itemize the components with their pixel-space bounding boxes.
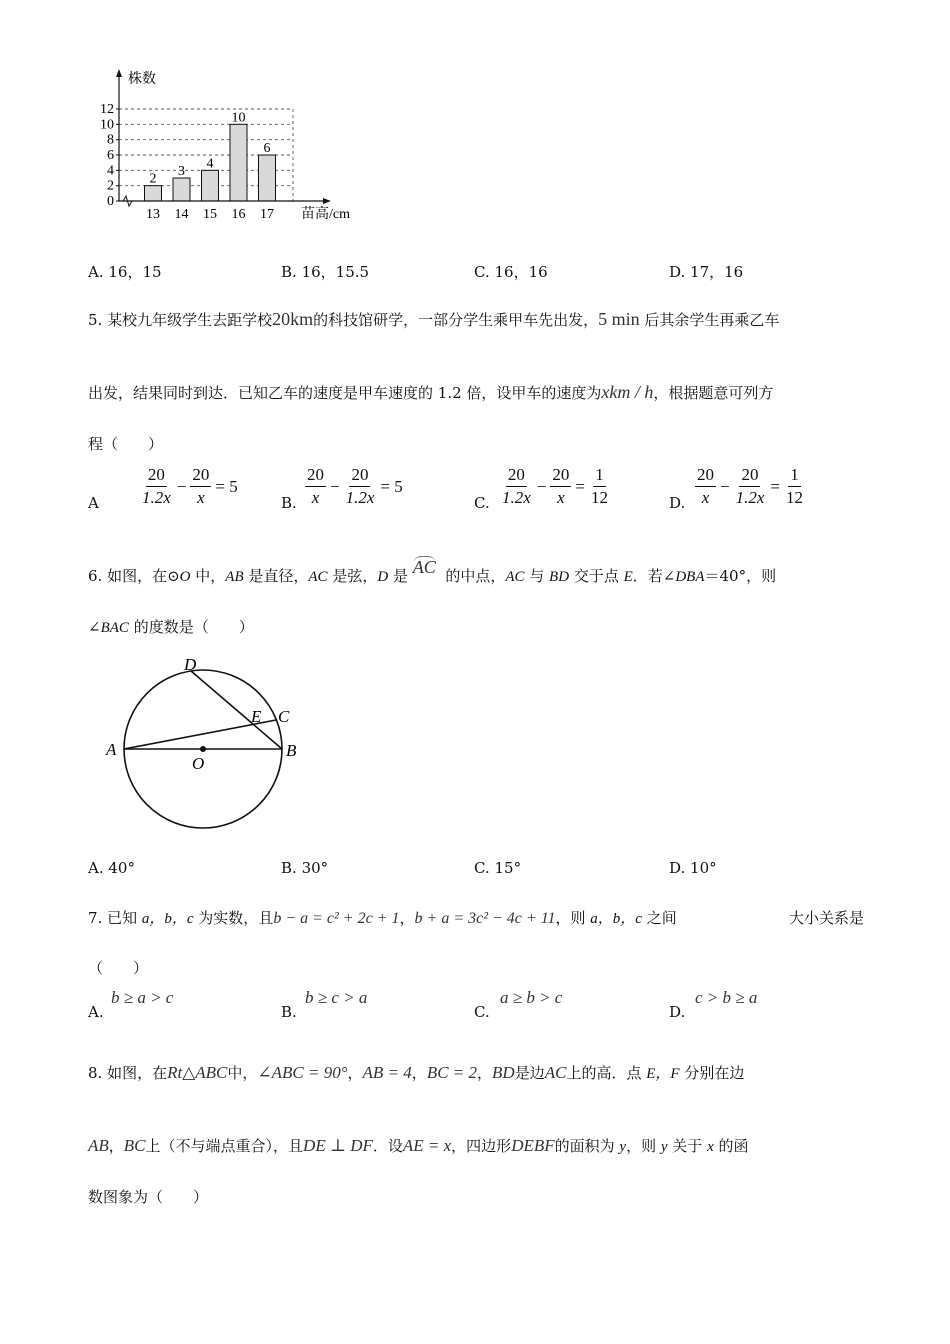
q7-text: 之间 (641, 909, 677, 927)
q7-vars: a，b，c (590, 911, 642, 927)
q8-text: 数图象为（ ） (88, 1188, 209, 1206)
q5-time: 5 min (598, 309, 640, 329)
numerator: 1 (593, 466, 606, 487)
option-text: 17，16 (690, 263, 744, 281)
numerator: 1 (788, 466, 801, 487)
option-letter: D. (669, 859, 686, 877)
q6-text: 是弦， (327, 567, 378, 585)
q7-option-c-letter[interactable]: C. (474, 1003, 490, 1021)
q6-text: 的度数是（ ） (128, 618, 254, 636)
numerator: 20 (506, 466, 527, 487)
q5-option-a[interactable] (140, 466, 238, 507)
option-text: 30° (301, 859, 329, 877)
q5-speed: xkm / h (601, 382, 654, 402)
y-axis-arrow (116, 69, 122, 77)
equals: = 5 (215, 476, 238, 496)
q7-text: （ ） (88, 959, 149, 977)
denominator: 1.2x (502, 488, 531, 507)
q7-text: 7. 已知 (88, 909, 142, 927)
q5-option-a-letter[interactable]: A (88, 494, 99, 512)
x-tick-label: 14 (174, 207, 189, 222)
y-tick-label: 0 (107, 194, 114, 209)
q8-text: 的面积为 (554, 1137, 620, 1155)
var-BAC: BAC (100, 620, 129, 636)
q8-var-y: y (660, 1139, 668, 1155)
q8-text: ．设 (372, 1137, 403, 1155)
arc-AC: AC (412, 557, 436, 577)
q7-option-a-letter[interactable]: A. (88, 1003, 104, 1021)
x-axis-label: 苗高/cm (301, 207, 350, 222)
q8-text: 是边 (514, 1064, 545, 1082)
q8-text: 关于 (667, 1137, 708, 1155)
q6-text: ．若∠ (632, 567, 676, 585)
q8-ac: AC (544, 1063, 567, 1082)
q7-line-1 (88, 907, 864, 928)
y-tick-label: 10 (100, 117, 114, 133)
q7-option-d[interactable]: c > b ≥ a (695, 988, 758, 1007)
q7-text: 大小关系是 (788, 909, 864, 927)
q5-option-b-letter[interactable]: B. (281, 494, 297, 512)
var-E: E (623, 569, 633, 585)
label-O: O (192, 754, 205, 773)
denominator: 12 (785, 488, 803, 507)
denominator: x (311, 488, 320, 507)
var-AC: AC (308, 569, 328, 585)
q4-option-d[interactable] (669, 261, 743, 282)
q6-option-b[interactable] (281, 859, 328, 877)
q7-option-d-letter[interactable]: D. (669, 1003, 686, 1021)
q4-option-b[interactable] (281, 261, 369, 282)
x-tick-label: 13 (146, 207, 160, 222)
q8-text: 分别在边 (679, 1064, 745, 1082)
bar (173, 178, 190, 201)
q8-text: 上（不与端点重合），且 (145, 1137, 304, 1155)
q8-var-y: y (619, 1139, 627, 1155)
center-point (200, 746, 206, 752)
q5-text: 的科技馆研学，一部分学生乘甲车先出发， (313, 311, 599, 329)
fraction (305, 466, 326, 507)
q4-option-c[interactable] (474, 261, 548, 282)
option-letter: B. (281, 859, 297, 877)
q8-line-2 (88, 1135, 749, 1156)
q5-line-1 (88, 309, 779, 330)
bar-value-label: 3 (178, 164, 185, 179)
q5-option-c-letter[interactable]: C. (474, 494, 490, 512)
x-tick-label: 15 (203, 207, 217, 222)
q7-option-c[interactable]: a ≥ b > c (500, 988, 563, 1007)
q8-triangle: Rt△ABC (167, 1063, 228, 1082)
q5-text: 程（ ） (88, 435, 164, 453)
bar (259, 155, 276, 201)
operator: − (720, 476, 730, 496)
q8-points: E，F (646, 1066, 680, 1082)
q6-text: 与 (524, 567, 550, 585)
operator: − (536, 476, 547, 496)
fraction (190, 466, 211, 507)
label-C: C (278, 707, 290, 726)
bar (230, 124, 247, 201)
q8-debf: DEBF (511, 1136, 555, 1155)
q8-angle: ∠ABC = 90° (257, 1063, 348, 1082)
option-text: 16，15 (108, 263, 162, 281)
q8-text: ， (108, 1137, 124, 1155)
q7-option-a[interactable]: b ≥ a > c (111, 988, 174, 1007)
denominator: 1.2x (142, 488, 171, 507)
denominator: 1.2x (345, 488, 375, 507)
x-tick-label: 16 (231, 207, 246, 222)
denominator: 12 (590, 488, 608, 507)
q6-text: 是直径， (243, 567, 309, 585)
y-tick-label: 8 (107, 132, 114, 148)
q8-text: 8. 如图，在 (88, 1064, 168, 1082)
label-D: D (184, 655, 197, 674)
q5-text: ，根据题意可列方 (653, 384, 774, 402)
option-letter: A. (88, 859, 104, 877)
fraction (589, 466, 610, 507)
equals: = (770, 476, 780, 496)
q5-option-d-letter[interactable]: D. (669, 494, 686, 512)
bar (145, 186, 162, 201)
q6-text: 是 (388, 567, 408, 585)
q5-option-c[interactable] (500, 466, 610, 507)
q8-text: ，四边形 (451, 1137, 512, 1155)
q8-line-3 (88, 1186, 208, 1207)
q6-option-d[interactable] (669, 859, 717, 877)
fraction (734, 466, 767, 507)
fraction (550, 466, 571, 507)
q7-equation-1: b − a = c² + 2c + 1 (273, 910, 400, 927)
var-O: O (179, 569, 191, 585)
y-tick-label: 4 (107, 163, 114, 179)
var-AB: AB (225, 569, 244, 585)
q5-text: 出发，结果同时到达．已知乙车的速度是甲车速度的 1.2 倍，设甲车的速度为 (88, 384, 602, 402)
label-A: A (106, 740, 117, 759)
bar (202, 170, 219, 201)
x-axis-arrow (323, 198, 331, 204)
q6-text: 中， (190, 567, 226, 585)
q6-line-2 (88, 616, 254, 637)
operator: − (176, 476, 187, 496)
q6-line-1 (88, 557, 777, 586)
q5-option-b[interactable] (305, 466, 403, 507)
q6-text: 6. 如图，在⊙ (88, 567, 180, 585)
denominator: x (557, 488, 565, 507)
numerator: 20 (305, 466, 326, 487)
bar-chart (95, 65, 375, 225)
option-text: 15° (494, 859, 522, 877)
q6-option-c[interactable] (474, 859, 521, 877)
label-B: B (286, 741, 297, 760)
y-tick-label: 2 (107, 178, 114, 194)
q6-text: ＝40°，则 (704, 567, 777, 585)
q7-option-b-letter[interactable]: B. (281, 1003, 297, 1021)
option-letter: C. (474, 859, 490, 877)
fraction (500, 466, 533, 507)
q5-line-2 (88, 382, 773, 403)
denominator: x (701, 488, 710, 507)
label-E: E (251, 707, 262, 726)
numerator: 20 (550, 466, 571, 487)
q6-text: 交于点 (569, 567, 624, 585)
fraction (784, 466, 805, 507)
q8-text: 上的高．点 (566, 1064, 647, 1082)
operator: − (330, 476, 340, 496)
q8-bd: BD (492, 1063, 515, 1082)
option-text: 40° (108, 859, 135, 877)
q8-ab-seg: AB (88, 1136, 109, 1155)
q8-perp: DE ⊥ DF (303, 1136, 373, 1155)
option-letter: C. (474, 263, 490, 281)
q8-text: 的函 (713, 1137, 749, 1155)
denominator: 1.2x (735, 488, 765, 507)
q6-text: 的中点， (440, 567, 506, 585)
x-tick-label: 17 (260, 207, 274, 222)
q8-text: ，则 (626, 1137, 661, 1155)
bar-value-label: 4 (206, 156, 214, 172)
bar-value-label: 10 (231, 110, 246, 126)
var-DBA: DBA (675, 569, 705, 585)
q8-text: 中， (227, 1064, 258, 1082)
equals: = 5 (380, 476, 403, 496)
var-BD: BD (549, 569, 570, 585)
option-letter: B. (281, 263, 297, 281)
q5-distance: 20km (272, 309, 314, 329)
q8-var-x: x (707, 1139, 714, 1155)
bar-value-label: 6 (263, 141, 271, 156)
q7-vars: a，b，c (141, 911, 194, 927)
y-tick-label: 6 (107, 148, 114, 163)
numerator: 20 (146, 466, 167, 487)
fraction (344, 466, 377, 507)
q4-option-a[interactable] (88, 261, 162, 282)
equals: = (575, 476, 585, 496)
q8-ae: AE = x (402, 1136, 452, 1155)
option-text: 16，16 (494, 263, 548, 281)
q7-text: 为实数，且 (193, 909, 274, 927)
q7-text: ， (399, 909, 415, 927)
q8-bc-seg: BC (123, 1136, 146, 1155)
y-axis-label: 株数 (128, 72, 156, 87)
var-D: D (377, 569, 389, 585)
numerator: 20 (739, 466, 760, 487)
numerator: 20 (190, 466, 211, 487)
q5-line-3 (88, 433, 163, 454)
numerator: 20 (695, 466, 716, 487)
q6-option-a[interactable] (88, 859, 135, 877)
q5-text: 5. 某校九年级学生去距学校 (88, 311, 273, 329)
numerator: 20 (349, 466, 370, 487)
circle-figure (100, 652, 310, 837)
q8-bc: BC = 2 (426, 1063, 478, 1082)
y-tick-label: 12 (100, 102, 114, 117)
q8-text: ， (347, 1064, 363, 1082)
q8-text: ， (411, 1064, 427, 1082)
q5-text: 后其余学生再乘乙车 (644, 311, 780, 329)
fraction (695, 466, 716, 507)
q5-option-d[interactable] (695, 466, 805, 507)
q8-text: ， (477, 1064, 493, 1082)
fraction (140, 466, 173, 507)
q7-option-b[interactable]: b ≥ c > a (305, 988, 368, 1007)
option-letter: A. (88, 263, 104, 281)
denominator: x (197, 488, 205, 507)
bar-value-label: 2 (149, 171, 157, 187)
q7-equation-2: b + a = 3c² − 4c + 11 (414, 910, 556, 927)
q8-line-1 (88, 1062, 744, 1083)
q7-text: ，则 (555, 909, 591, 927)
chord-BD (191, 671, 282, 749)
option-text: 10° (690, 859, 717, 877)
q6-text: ∠ (88, 618, 101, 636)
option-letter: D. (669, 263, 686, 281)
q7-line-2 (88, 957, 148, 978)
option-text: 16，15.5 (301, 263, 370, 281)
q8-ab: AB = 4 (362, 1063, 412, 1082)
var-AC: AC (505, 569, 525, 585)
